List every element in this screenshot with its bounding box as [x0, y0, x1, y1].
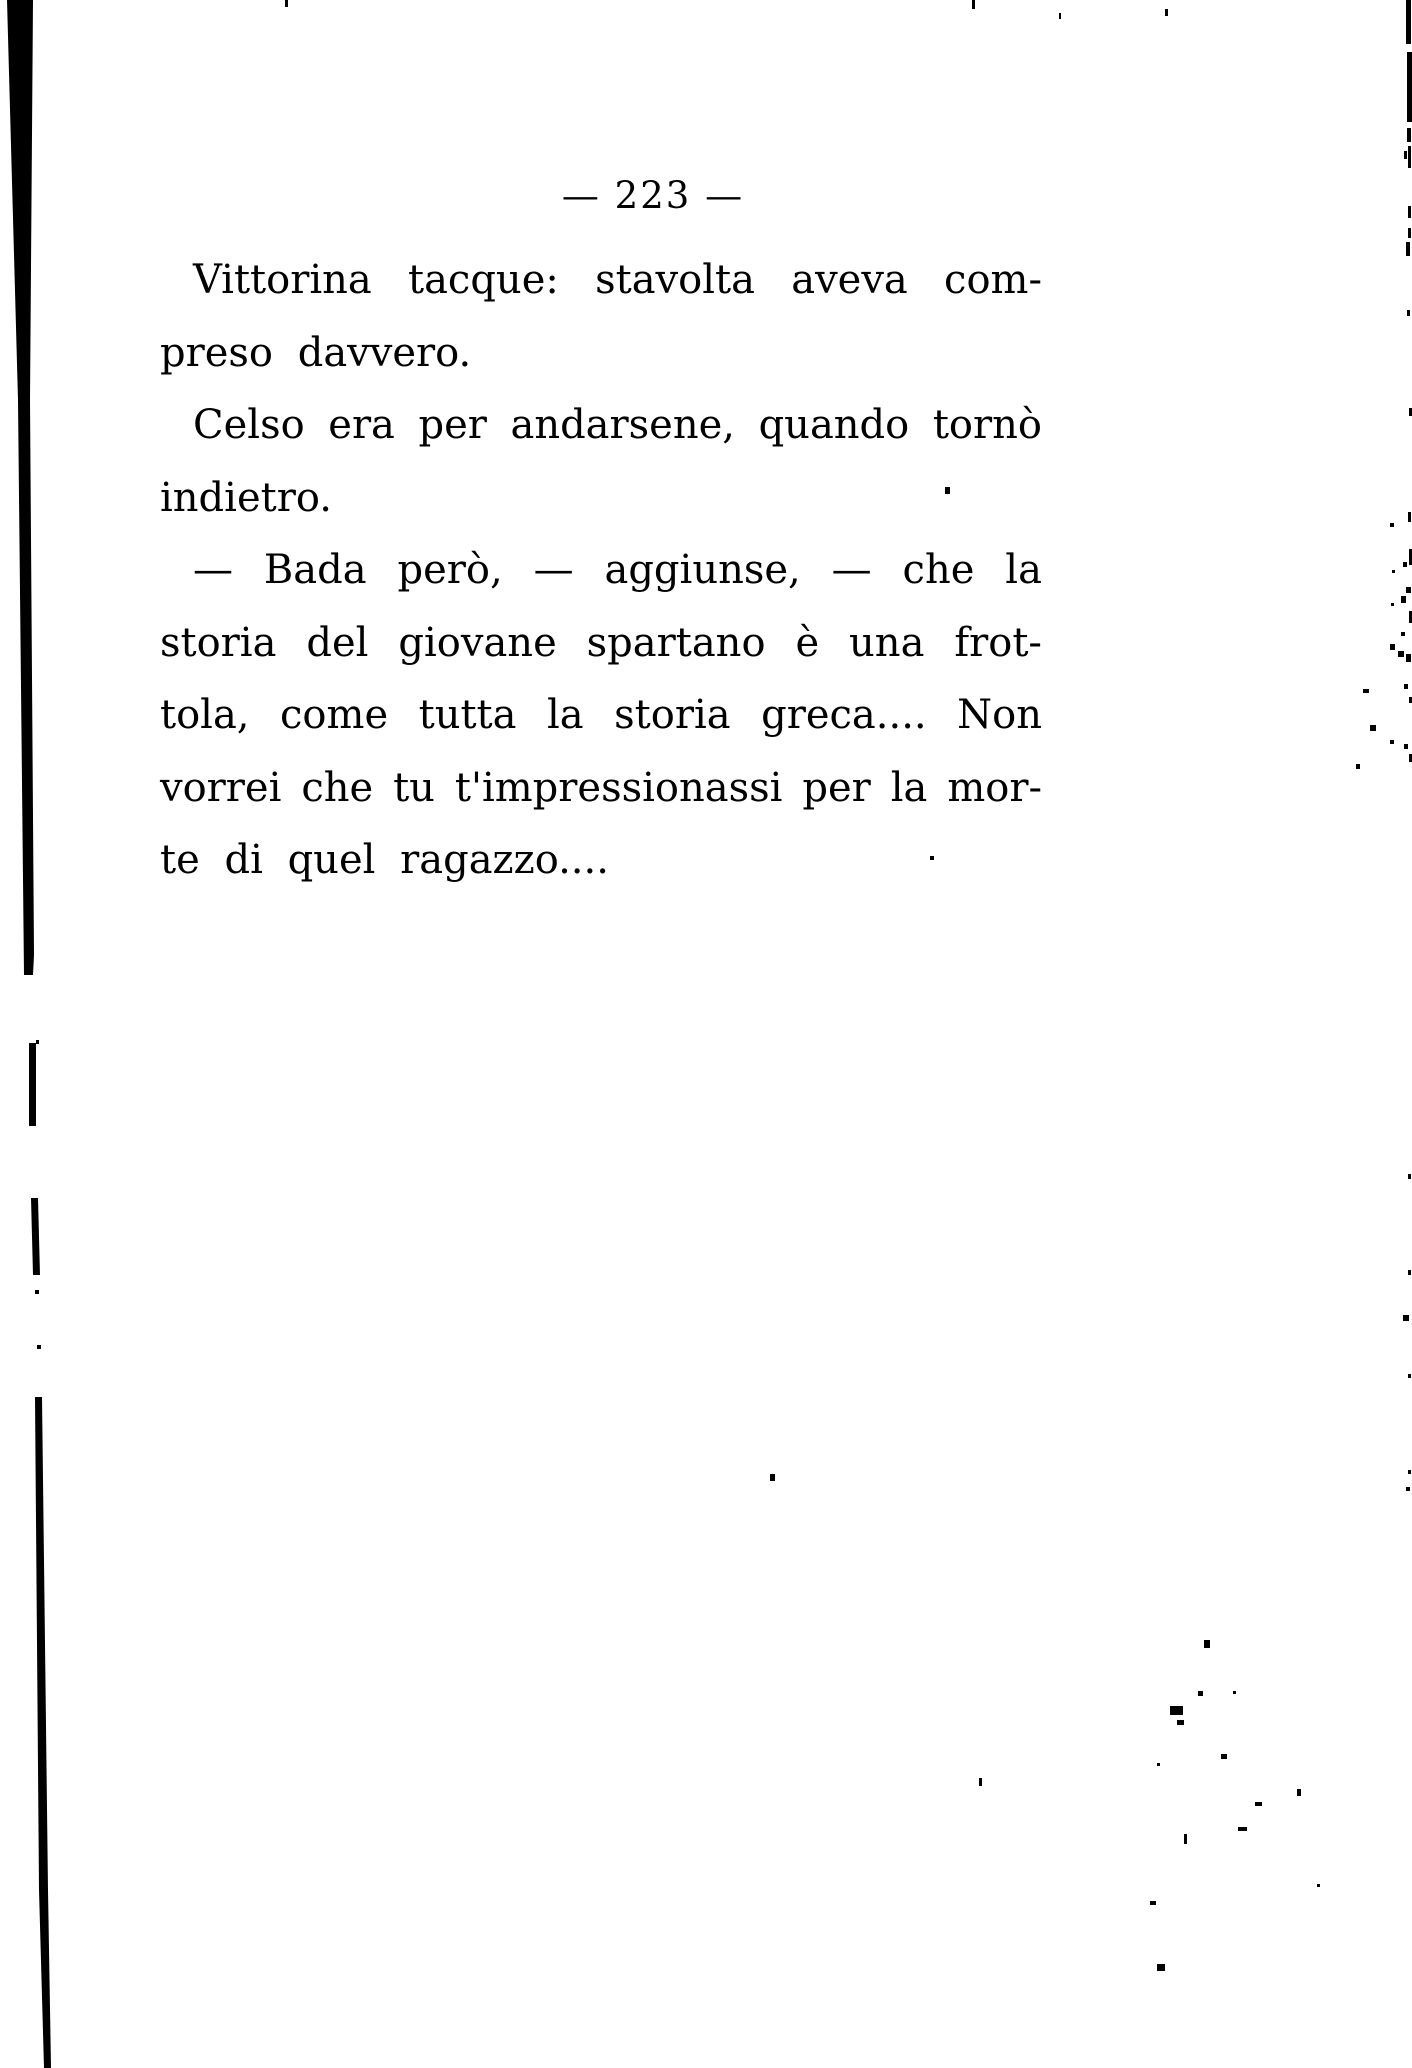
word: com- [944, 257, 1042, 303]
word: Celso [193, 402, 305, 448]
word: vorrei [160, 764, 282, 811]
word: greca.... [761, 692, 927, 738]
text-line [160, 534, 1042, 607]
word: era [328, 402, 395, 448]
word: per [418, 402, 487, 448]
word: tornò [932, 402, 1042, 448]
word: la [890, 764, 928, 811]
word: Bada [263, 547, 367, 593]
word: la [1005, 547, 1042, 593]
word: aggiunse, [604, 547, 801, 593]
word: quando [758, 402, 910, 448]
text-line: te di quel ragazzo.... [160, 837, 609, 883]
word: — [831, 547, 872, 593]
word: Vittorina [193, 257, 372, 303]
word: è [795, 619, 820, 666]
page-text [160, 244, 1042, 897]
word: giovane [398, 619, 557, 666]
word: spartano [586, 619, 766, 666]
word: stavolta [595, 257, 755, 303]
text-line [160, 679, 1042, 752]
word: come [280, 692, 389, 738]
text-line: preso davvero. [160, 329, 472, 376]
text-line: indietro. [160, 474, 332, 521]
word: Non [957, 692, 1042, 738]
text-line [160, 607, 1042, 680]
word: che [902, 547, 975, 593]
text-line [160, 752, 1042, 825]
page-number: — 223 — [561, 174, 745, 217]
word: però, [397, 547, 503, 593]
word: aveva [791, 257, 908, 303]
word: tola, [160, 692, 250, 738]
word: del [306, 619, 369, 666]
word: — [193, 547, 233, 593]
text-line [160, 389, 1042, 462]
word: tacque: [408, 257, 559, 303]
word: frot- [954, 619, 1042, 666]
word: la [547, 692, 584, 738]
word: storia [160, 619, 277, 666]
word: tutta [418, 692, 517, 738]
word: una [849, 619, 925, 666]
word: — [533, 547, 574, 593]
word: che [301, 764, 374, 811]
word: storia [614, 692, 731, 738]
word: t'impressionassi [454, 764, 783, 811]
text-line [160, 244, 1042, 317]
word: tu [393, 764, 435, 811]
word: per [802, 764, 871, 811]
word: andarsene, [510, 402, 735, 448]
word: mor- [947, 764, 1042, 811]
